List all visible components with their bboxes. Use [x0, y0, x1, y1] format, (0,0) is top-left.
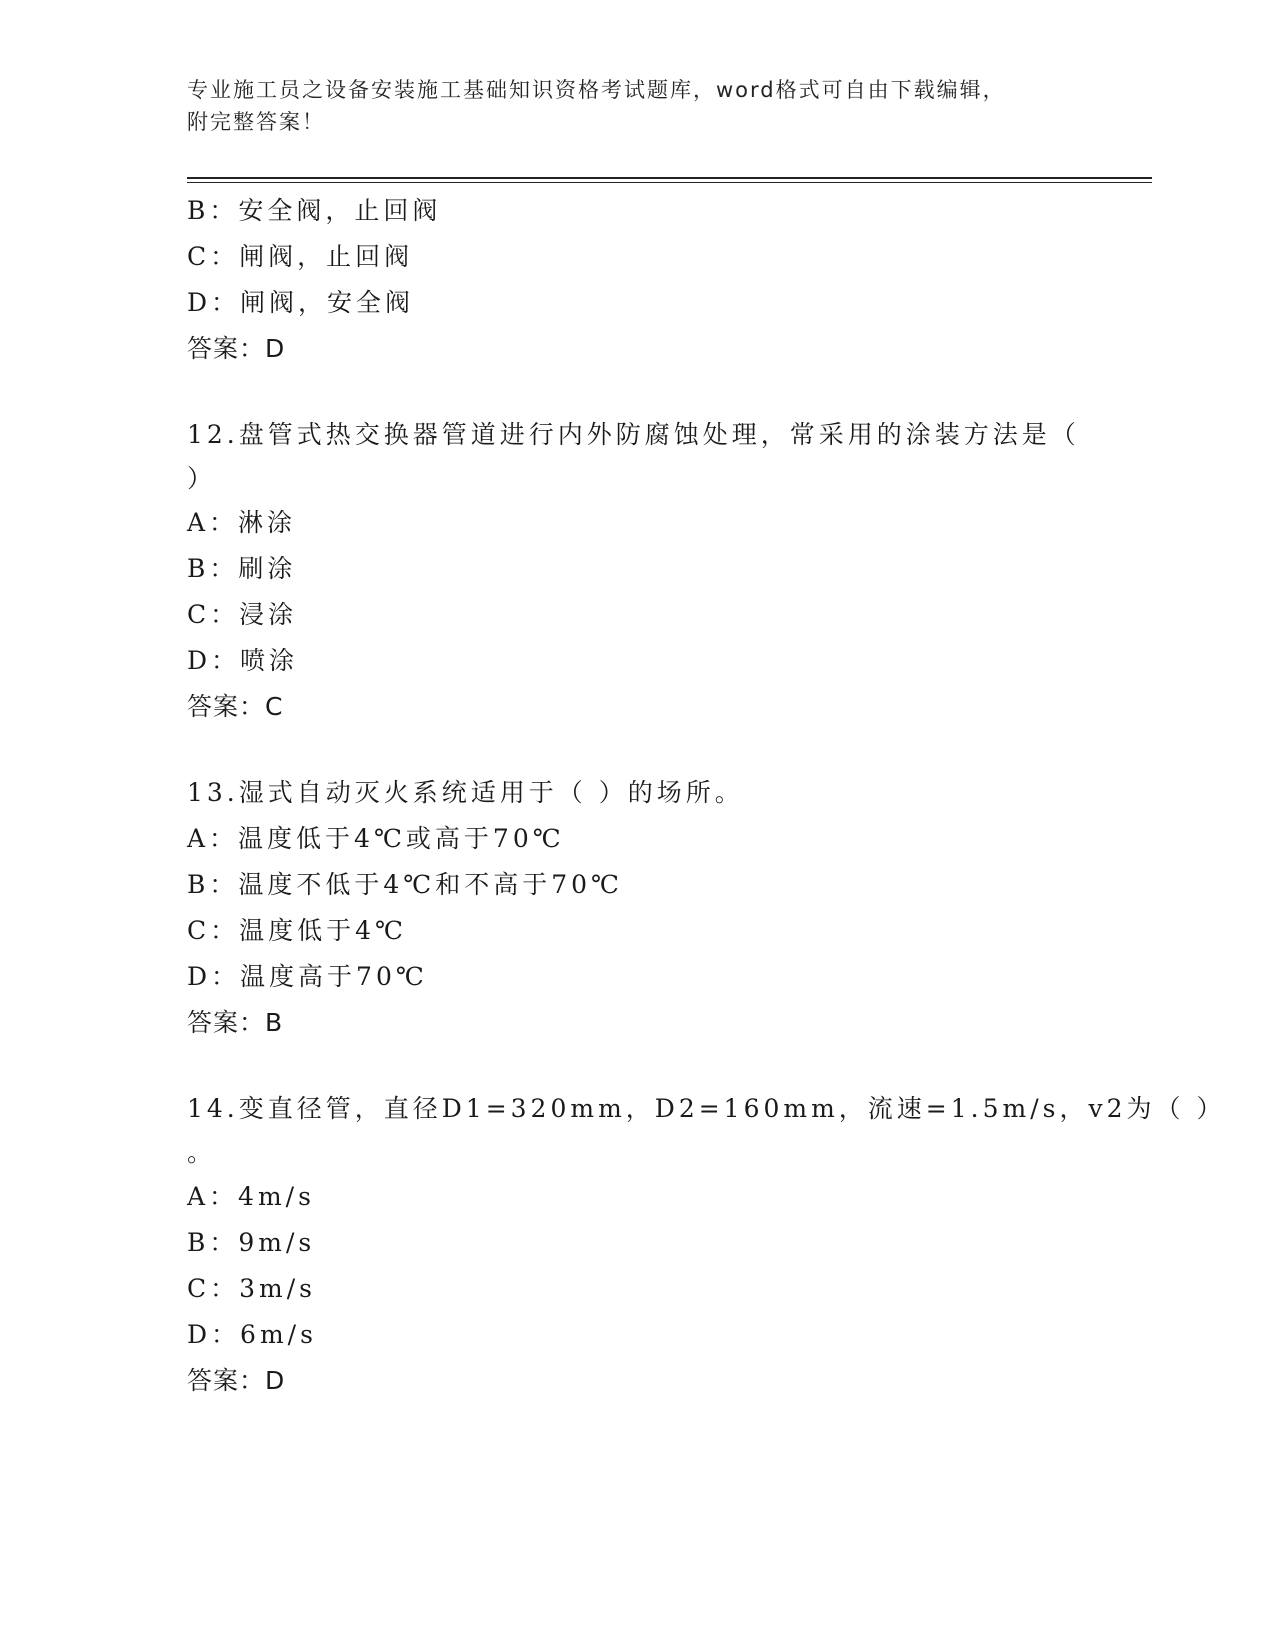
- option-c: C：3m/s: [187, 1274, 316, 1303]
- header-line-2: 附完整答案！: [187, 110, 325, 134]
- option-d: D：6m/s: [187, 1320, 317, 1349]
- header-line-1: 专业施工员之设备安装施工基础知识资格考试题库，word格式可自由下载编辑，: [187, 78, 1006, 102]
- answer: 答案：D: [187, 1366, 286, 1395]
- question-14: [187, 1086, 1226, 1404]
- option-d: D：喷涂: [187, 646, 299, 675]
- option-c: C：浸涂: [187, 600, 298, 629]
- question-11-tail: [187, 188, 1147, 372]
- answer: 答案：B: [187, 1008, 284, 1037]
- question-12: [187, 412, 1147, 730]
- option-d: D：温度高于70℃: [187, 962, 428, 991]
- option-a: A：温度低于4℃或高于70℃: [187, 824, 565, 853]
- question-list: [187, 188, 1226, 1404]
- option-a: A：4m/s: [187, 1182, 315, 1211]
- option-c: C：闸阀，止回阀: [187, 242, 414, 271]
- option-b: B：9m/s: [187, 1228, 316, 1257]
- question-title: 13.湿式自动灭火系统适用于（ ）的场所。: [187, 778, 744, 807]
- document-header: [187, 74, 1087, 138]
- option-b: B：安全阀，止回阀: [187, 196, 442, 225]
- question-title: 14.变直径管，直径D1=320mm，D2=160mm，流速=1.5m/s，v2为（ ）: [187, 1094, 1226, 1123]
- option-c: C：温度低于4℃: [187, 916, 408, 945]
- header-divider: [187, 177, 1152, 183]
- option-d: D：闸阀，安全阀: [187, 288, 415, 317]
- question-title-continuation: 。: [187, 1138, 217, 1167]
- option-a: A：淋涂: [187, 508, 297, 537]
- option-b: B：刷涂: [187, 554, 297, 583]
- answer: 答案：C: [187, 692, 284, 721]
- answer: 答案：D: [187, 334, 286, 363]
- option-b: B：温度不低于4℃和不高于70℃: [187, 870, 624, 899]
- question-13: [187, 770, 1147, 1046]
- question-title-continuation: ）: [187, 464, 217, 493]
- question-title: 12.盘管式热交换器管道进行内外防腐蚀处理，常采用的涂装方法是（: [187, 420, 1080, 449]
